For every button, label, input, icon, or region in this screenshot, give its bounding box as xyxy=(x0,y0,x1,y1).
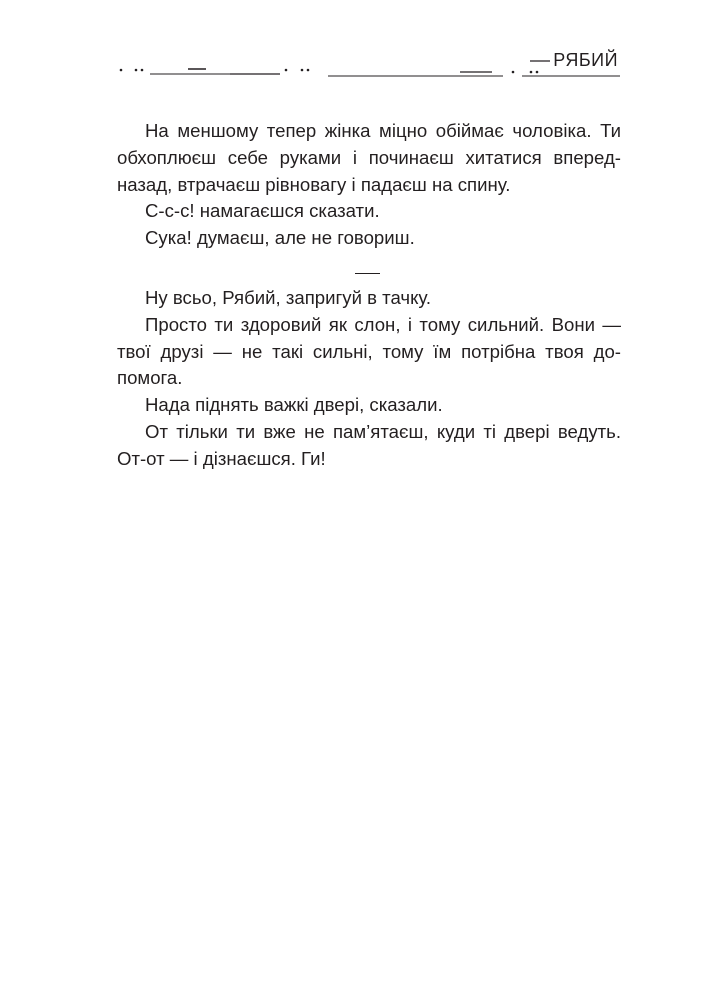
running-header xyxy=(118,46,620,82)
text-section-2 xyxy=(117,285,621,473)
paragraph: От тільки ти вже не пам’ятаєш, куди ті двері ведуть. От-от — і дізнаєшся. Ги! xyxy=(117,420,621,469)
paragraph: Нада піднять важкі двері, сказали. xyxy=(145,394,443,416)
header-decorative-rule xyxy=(118,46,620,82)
paragraph: С-с-с! намагаєшся сказати. xyxy=(145,200,380,222)
section-separator xyxy=(355,273,380,274)
running-title: РЯБИЙ xyxy=(553,50,618,70)
paragraph: Просто ти здоровий як слон, і тому сильний. Вони — твої друзі — не такі сильні, тому їм потрібна твоя допомога. xyxy=(117,313,621,389)
paragraph: Сука! думаєш, але не говориш. xyxy=(145,227,415,249)
paragraph: Ну всьо, Рябий, запригуй в тачку. xyxy=(145,287,432,308)
text-section-1 xyxy=(117,118,621,252)
paragraph: На меншому тепер жінка міцно обіймає чоловіка. Ти обхоплюєш себе руками і починаєш хитатися вперед-назад, втрачаєш рівновагу і падаєш на спину. xyxy=(117,120,621,195)
